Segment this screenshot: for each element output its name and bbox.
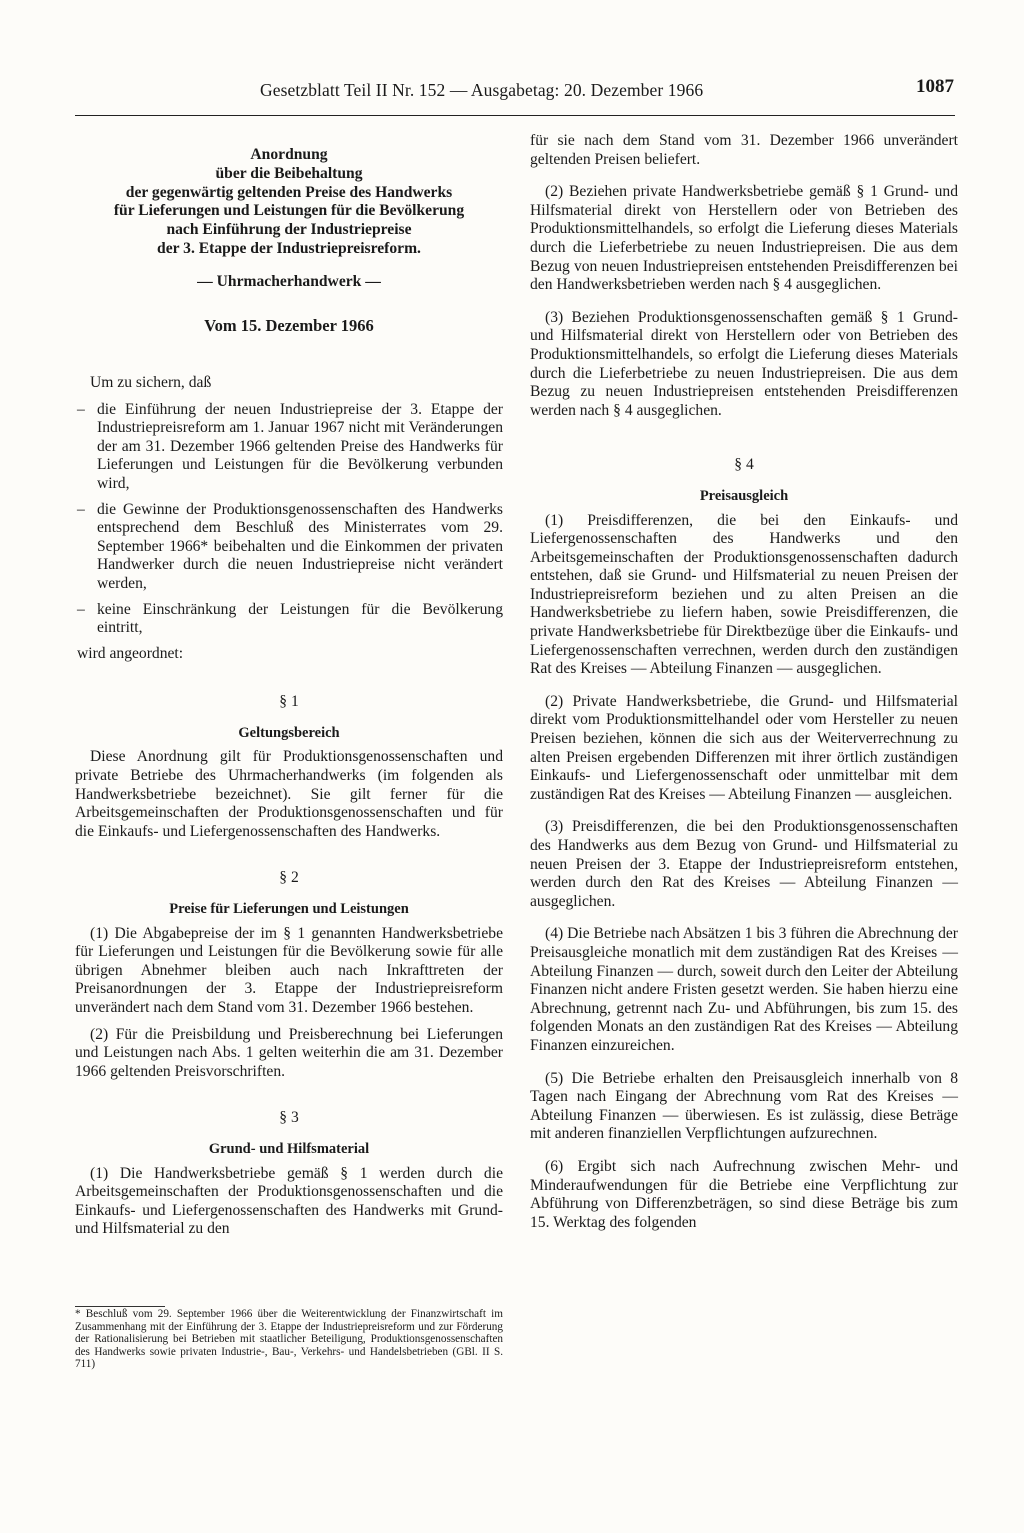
section-sign: § 1 (279, 693, 299, 711)
section-paragraph: (3) Beziehen Produktionsgenossenschaften gemäß § 1 Grund- und Hilfsmaterial direkt von Herstellern oder von Betrieben des Produktionsmittelhandels, so erfolgt die Lieferung dieses Materials durch die Lieferbetriebe zu neuen Industriepreisen. Die aus dem Bezug zu neuen Industriepreisen entstehenden Preisdifferenzen werden nach § 4 ausgeglichen. (530, 308, 958, 419)
section-paragraph: Diese Anordnung gilt für Produktionsgenossenschaften und private Betriebe des Uhrmacherhandwerks (im folgenden als Handwerksbetriebe bezeichnet). Sie gilt ferner für die Arbeitsgemeinschaften der Produktionsgenossenschaften und für die Einkaufs- und Liefergenossenschaften des Handwerks. (75, 748, 503, 840)
header-rule (75, 115, 955, 116)
section-heading: Preisausgleich (699, 487, 789, 504)
section-paragraph: (5) Die Betriebe erhalten den Preisausgleich innerhalb von 8 Tagen nach Eingang der Abrechnung vom Rat des Kreises — Abteilung Finanzen — überwiesen. Es ist zulässig, diese Beträge mit anderen finanziellen Verpflichtungen aufzurechnen. (530, 1069, 958, 1143)
section-paragraph: (1) Die Handwerksbetriebe gemäß § 1 werden durch die Arbeitsgemeinschaften der Produktionsgenossenschaften und die Einkaufs- und Liefergenossenschaften des Handwerks mit Grund- und Hilfsmaterial zu den (75, 1164, 503, 1238)
section-heading: Preise für Lieferungen und Leistungen (169, 901, 409, 918)
section-paragraph: (2) Private Handwerksbetriebe, die Grund- und Hilfsmaterial direkt vom Produktionsmittelhandel oder vom Hersteller zu neuen Preisen beziehen, können die sich aus der Weiterverrechnung zu alten Preisen ergebenden Differenzen mit ihrer örtlich zuständigen Einkaufs- und Liefergenossenschaft oder unmittelbar mit dem zuständigen Rat des Kreises — Abteilung Finanzen — ausgleichen. (530, 692, 958, 803)
preamble-order: wird angeordnet: (77, 644, 184, 662)
page-header (0, 76, 1024, 110)
section-paragraph: (2) Beziehen private Handwerksbetriebe gemäß § 1 Grund- und Hilfsmaterial direkt von Herstellern oder von Betrieben des Produktionsmittelhandels, so erfolgt die Lieferung dieses Materials durch die Lieferbetriebe zu neuen Industriepreisen. Die aus dem Bezug von neuen Industriepreisen entstehenden Preisdifferenzen bei den Handwerksbetrieben werden nach § 4 ausgeglichen. (530, 183, 958, 294)
document-subtitle: — Uhrmacherhandwerk — (197, 272, 381, 290)
section-paragraph: (2) Für die Preisbildung und Preisberechnung bei Lieferungen und Leistungen nach Abs. 1 gelten weiterhin die am 31. Dezember 1966 geltenden Preisvorschriften. (75, 1025, 503, 1080)
section-sign: § 2 (279, 869, 299, 887)
title-line: Anordnung (250, 146, 328, 163)
title-line: für Lieferungen und Leistungen für die Bevölkerung (113, 202, 465, 220)
left-column (75, 130, 503, 1239)
document-date: Vom 15. Dezember 1966 (204, 316, 374, 336)
section-sign: § 3 (279, 1109, 299, 1127)
section-heading: Geltungsbereich (238, 724, 340, 741)
footnote: * Beschluß vom 29. September 1966 über die Weiterentwicklung der Finanzwirtschaft im Zusammenhang mit der Einführung der 3. Etappe der Industriepreisreform und zur Förderung der Rationalisierung bei Betrieben mit staatlicher Beteiligung, Produktionsgenossenschaften des Handwerks sowie privaten Industrie-, Bau-, Verkehrs- und Handelsbetrieben (GBl. II S. 711) (75, 1308, 503, 1371)
list-item: – die Einführung der neuen Industriepreise der 3. Etappe der Industriepreisreform am 1. Januar 1967 nicht mit Veränderungen der am 31. Dezember 1966 geltenden Preise des Handwerks für Lieferungen und Leistungen für die Bevölkerung verbunden wird, (75, 401, 503, 494)
section-heading: Grund- und Hilfsmaterial (208, 1140, 370, 1157)
document-title (75, 146, 503, 259)
title-line: über die Beibehaltung (215, 164, 363, 182)
preamble-list (75, 401, 503, 638)
title-line: der 3. Etappe der Industriepreisreform. (157, 239, 421, 257)
section-paragraph: (4) Die Betriebe nach Absätzen 1 bis 3 führen die Abrechnung der Preisausgleiche monatlich mit dem zuständigen Rat des Kreises — Abteilung Finanzen — durch, soweit durch den Leiter der Abteilung Finanzen nicht andere Fristen gesetzt werden. Sie haben hierzu eine Abrechnung, getrennt nach Zu- und Abführungen, bis zum 15. des folgenden Monats an den zuständigen Rat des Kreises — Abteilung Finanzen einzureichen. (530, 925, 958, 1054)
header-title: Gesetzblatt Teil II Nr. 152 — Ausgabetag: 20. Dezember 1966 (260, 80, 704, 100)
title-line: nach Einführung der Industriepreise (166, 221, 412, 239)
section-paragraph: (3) Preisdifferenzen, die bei den Produktionsgenossenschaften des Handwerks aus dem Bezug von Grund- und Hilfsmaterial zu neuen Preisen der 3. Etappe der Industriepreisreform entstehen, werden durch den Rat des Kreises — Abteilung Finanzen — ausgeglichen. (530, 818, 958, 910)
list-item: – keine Einschränkung der Leistungen für die Bevölkerung eintritt, (75, 601, 503, 638)
page-number: 1087 (916, 76, 954, 97)
list-item: – die Gewinne der Produktionsgenossenschaften des Handwerks entsprechend dem Beschluß des Ministerrates vom 29. September 1966* beibehalten und die Einkommen der privaten Handwerker durch die neuen Industriepreise nicht verändert werden, (75, 501, 503, 594)
section-sign: § 4 (734, 456, 754, 474)
section-paragraph: für sie nach dem Stand vom 31. Dezember 1966 unverändert geltenden Preisen beliefert. (530, 132, 958, 168)
right-column (530, 132, 958, 1232)
section-paragraph: (1) Preisdifferenzen, die bei den Einkaufs- und Liefergenossenschaften des Handwerks und den Arbeitsgemeinschaften der Produktionsgenossenschaften dadurch entstehen, daß sie Grund- und Hilfsmaterial zu neuen Preisen der Industriepreisreform beziehen und zu alten Preisen an die Handwerksbetriebe zu liefern haben, sowie Preisdifferenzen, die private Handwerksbetriebe für Direktbezüge über die Einkaufs- und Liefergenossenschaften verrechnen, werden durch den zuständigen Rat des Kreises — Abteilung Finanzen — ausgeglichen. (530, 511, 958, 678)
title-line: der gegenwärtig geltenden Preise des Handwerks (125, 183, 453, 201)
section-paragraph: (6) Ergibt sich nach Aufrechnung zwischen Mehr- und Minderaufwendungen für die Betriebe eine Verpflichtung zur Abführung von Differenzbeträgen, so sind diese Beträge bis zum 15. Werktag des folgenden (530, 1157, 958, 1231)
footnote-rule (75, 1306, 165, 1307)
section-paragraph: (1) Die Abgabepreise der im § 1 genannten Handwerksbetriebe für Lieferungen und Leistungen für die Bevölkerung sowie für alle übrigen Abnehmer bleiben auch nach Inkrafttreten der Preisanordnungen der 3. Etappe der Industriepreisreform unverändert nach dem Stand vom 31. Dezember 1966 bestehen. (75, 924, 503, 1016)
preamble-intro: Um zu sichern, daß (90, 373, 212, 391)
